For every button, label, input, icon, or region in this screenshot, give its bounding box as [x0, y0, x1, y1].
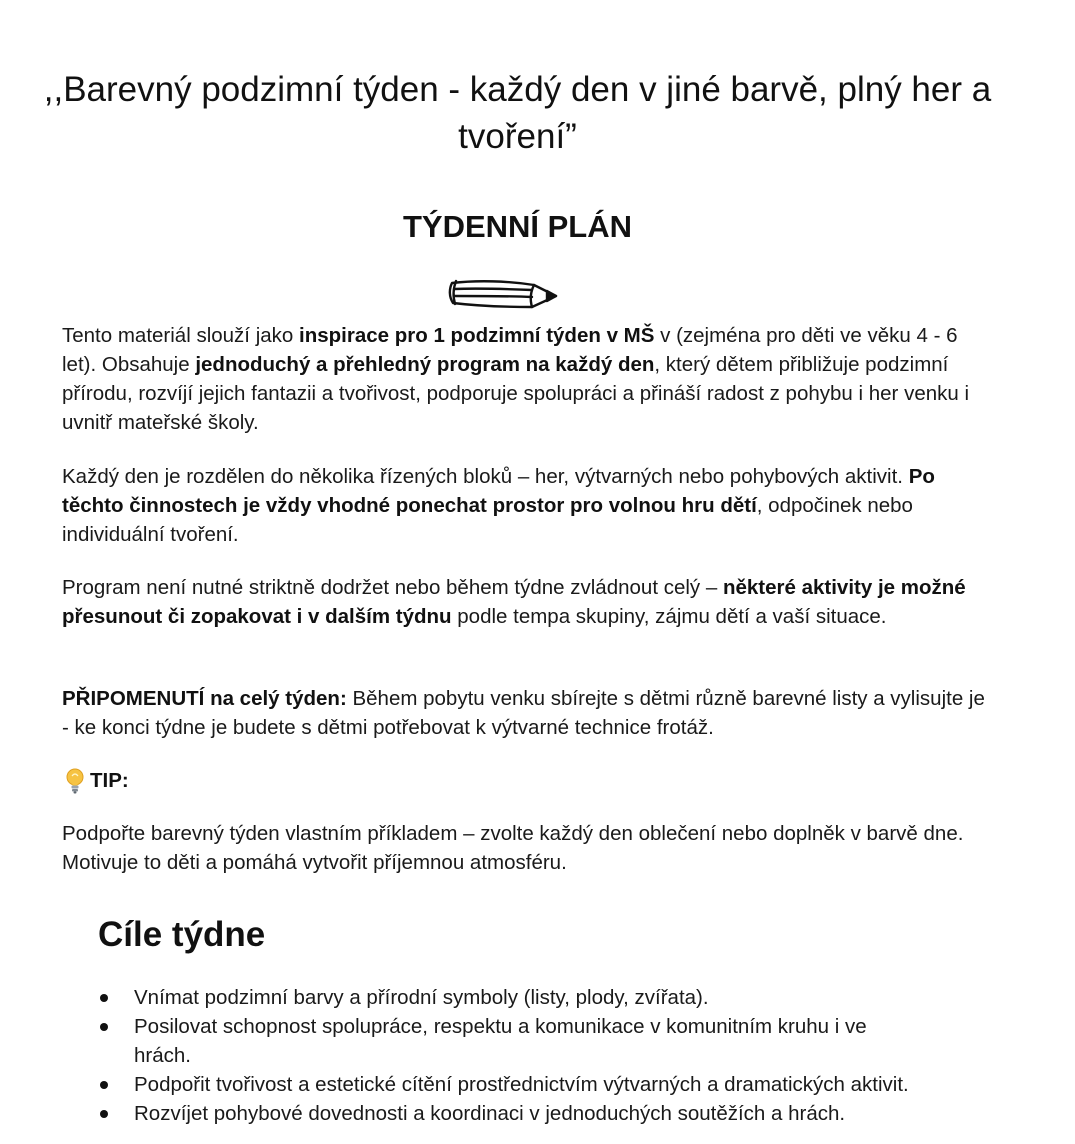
lightbulb-icon [62, 767, 88, 795]
goal-text: Posilovat schopnost spolupráce, respektu a komunikace v komunitním kruhu i ve hrách. [134, 1015, 867, 1067]
intro-paragraph [62, 321, 992, 437]
intro-text-3: , který dětem přibližuje podzimní přírodu, rozvíjí jejich fantazii a tvořivost, podporuje spolupráci a přináší radost z pohybu i her venku i uvnitř mateřské školy. [62, 353, 970, 434]
tip-paragraph: Podpořte barevný týden vlastním příkladem – zvolte každý den oblečení nebo doplněk v barvě dne. Motivuje to děti a pomáhá vytvořit příjemnou atmosféru. [62, 822, 964, 874]
list-item [98, 1099, 928, 1128]
intro-bold-1: inspirace pro 1 podzimní týden v MŠ [299, 324, 655, 347]
reminder-paragraph [62, 684, 992, 742]
intro-bold-2: jednoduchý a přehledný program na každý den [195, 353, 655, 376]
list-item [98, 1070, 928, 1099]
intro-text-2: v (zejména pro děti ve věku 4 - 6 let). Obsahuje [62, 324, 958, 376]
program-paragraph [62, 573, 992, 631]
bullet-icon [100, 1110, 108, 1118]
goal-text: Podpořit tvořivost a estetické cítění prostřednictvím výtvarných a dramatických aktivit. [134, 1073, 909, 1096]
blocks-text-2: , odpočinek nebo individuální tvoření. [62, 494, 913, 546]
bullet-icon [100, 994, 108, 1002]
program-text-2: podle tempa skupiny, zájmu dětí a vaší situace. [451, 605, 887, 628]
weekly-plan-heading: TÝDENNÍ PLÁN [402, 209, 633, 244]
tip-label: TIP: [90, 769, 129, 792]
goals-heading: Cíle týdne [98, 915, 266, 954]
goal-text: Vnímat podzimní barvy a přírodní symboly (listy, plody, zvířata). [134, 986, 709, 1009]
program-text-1: Program není nutné striktně dodržet nebo během týdne zvládnout celý – [62, 576, 723, 599]
blocks-paragraph [62, 462, 992, 549]
program-bold-1: některé aktivity je možné přesunout či zopakovat i v dalším týdnu [62, 576, 966, 628]
bullet-icon [100, 1023, 108, 1031]
reminder-bold: PŘIPOMENUTÍ na celý týden: [62, 687, 347, 710]
tip-label-row [62, 766, 129, 795]
goal-text: Rozvíjet pohybové dovednosti a koordinaci v jednoduchých soutěžích a hrách. [134, 1102, 846, 1125]
list-item [98, 983, 928, 1012]
blocks-bold-1: Po těchto činnostech je vždy vhodné ponechat prostor pro volnou hru dětí [62, 465, 935, 517]
document-title: ,,Barevný podzimní týden - každý den v jiné barvě, plný her a tvoření” [43, 70, 992, 156]
intro-text-1: Tento materiál slouží jako [62, 324, 300, 347]
list-item [98, 1012, 928, 1070]
blocks-text-1: Každý den je rozdělen do několika řízených bloků – her, výtvarných nebo pohybových aktivit. [62, 465, 909, 488]
reminder-text: Během pobytu venku sbírejte s dětmi různě barevné listy a vylisujte je - ke konci týdne je budete s dětmi potřebovat k výtvarné technice frotáž. [62, 687, 985, 739]
bullet-icon [100, 1081, 108, 1089]
pencil-icon [448, 275, 560, 313]
goals-list [98, 983, 928, 1128]
